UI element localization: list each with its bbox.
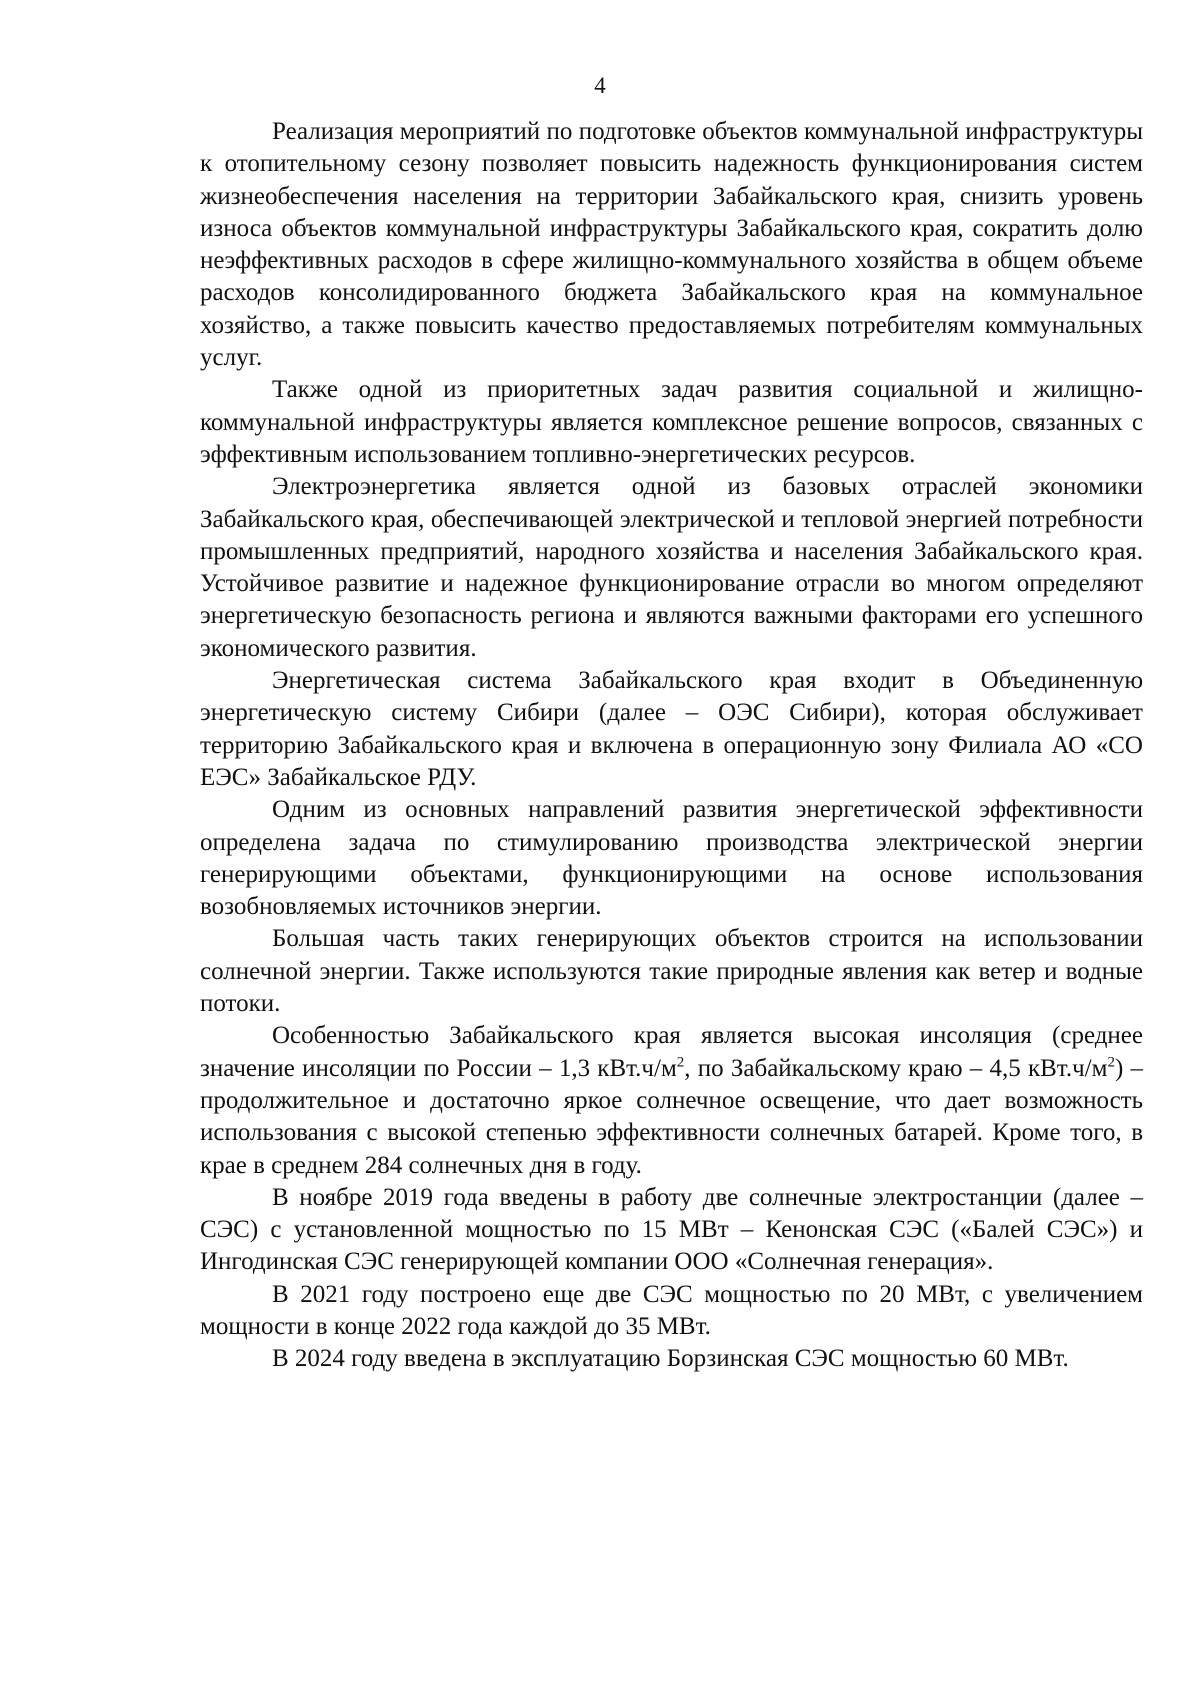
paragraph-solar-generation: Большая часть таких генерирующих объектов строится на использовании солнечной энергии. Также используются такие природные явления как ветер и водные потоки. xyxy=(200,925,1143,1018)
paragraph-energy-system: Энергетическая система Забайкальского края входит в Объединенную энергетическую систему Сибири (далее – ОЭС Сибири), которая обслуживает территорию Забайкальского края и включена в операционную зону Филиала АО «СО ЕЭС» Забайкальское РДУ. xyxy=(200,667,1143,791)
insolation-text-part-2: , по Забайкальскому краю – 4,5 кВт.ч/м xyxy=(684,1054,1108,1082)
page-number: 4 xyxy=(594,73,606,98)
paragraph-solar-stations-2019: В ноябре 2019 года введены в работу две солнечные электростанции (далее – СЭС) с установленной мощностью по 15 МВт – Кенонская СЭС («Балей СЭС») и Ингодинская СЭС генерирующей компании ООО «Солнечная генерация». xyxy=(200,1183,1143,1276)
paragraph-solar-stations-2021: В 2021 году построено еще две СЭС мощностью по 20 МВт, с увеличением мощности в конце 2022 года каждой до 35 МВт. xyxy=(200,1280,1143,1340)
paragraph-fuel-energy-resources: Также одной из приоритетных задач развития социальной и жилищно-коммунальной инфраструктуры является комплексное решение вопросов, связанных с эффективным использованием топливно-энергетических ресурсов. xyxy=(200,376,1143,468)
document-body xyxy=(200,116,1143,1376)
superscript-squared: 2 xyxy=(676,1054,685,1071)
paragraph-electric-power-industry: Электроэнергетика является одной из базовых отраслей экономики Забайкальского края, обеспечивающей электрической и тепловой энергией потребности промышленных предприятий, народного хозяйства и населения Забайкальского края. Устойчивое развитие и надежное функционирование отрасли во многом определяют энергетическую безопасность региона и являются важными факторами его успешного экономического развития. xyxy=(200,473,1143,662)
insolation-text-part-1: Особенностью Забайкальского края является высокая инсоляция (среднее значение инсоляции по России – 1,3 кВт.ч/м xyxy=(200,1022,1143,1082)
paragraph-insolation xyxy=(200,1020,1143,1181)
paragraph-energy-efficiency: Одним из основных направлений развития энергетической эффективности определена задача по стимулированию производства электрической энергии генерирующими объектами, функционирующими на основе использования возобновляемых источников энергии. xyxy=(200,796,1143,921)
paragraph-communal-infrastructure: Реализация мероприятий по подготовке объектов коммунальной инфраструктуры к отопительному сезону позволяет повысить надежность функционирования систем жизнеобеспечения населения на территории Забайкальского края, снизить уровень износа объектов коммунальной инфраструктуры Забайкальского края, сократить долю неэффективных расходов в сфере жилищно-коммунального хозяйства в общем объеме расходов консолидированного бюджета Забайкальского края на коммунальное хозяйство, а также повысить качество предоставляемых потребителям коммунальных услуг. xyxy=(200,118,1143,372)
insolation-text-part-3: ) – продолжительное и достаточно яркое солнечное освещение, что дает возможность использования с высокой степенью эффективности солнечных батарей. Кроме того, в крае в среднем 284 солнечных дня в году. xyxy=(200,1054,1143,1179)
superscript-squared: 2 xyxy=(1107,1054,1115,1071)
paragraph-solar-station-2024: В 2024 году введена в эксплуатацию Борзинская СЭС мощностью 60 МВт. xyxy=(272,1345,1069,1373)
